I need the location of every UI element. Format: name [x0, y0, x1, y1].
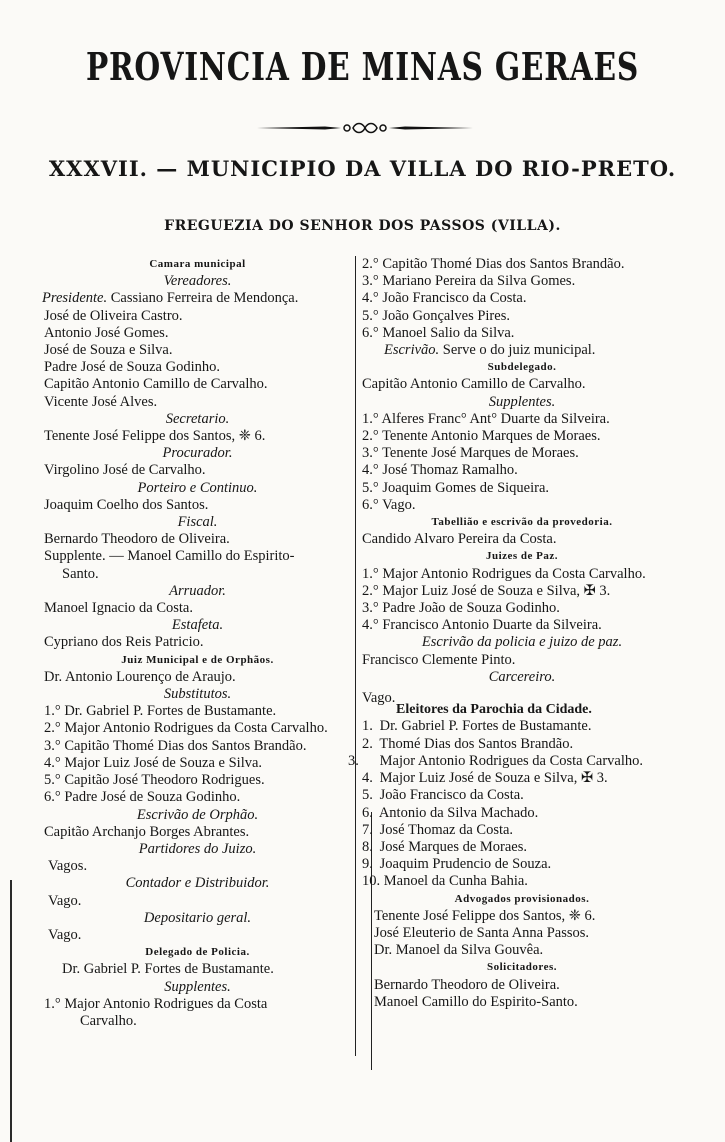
entry — [362, 908, 682, 925]
entry-name: José Thomaz da Costa. — [379, 821, 514, 838]
item-number: 4.° — [44, 754, 61, 771]
item-number: 3. — [348, 752, 359, 769]
role-heading: Secretario. — [165, 410, 230, 427]
entry: Padre José de Souza Godinho. — [44, 359, 220, 376]
role-heading: Arruador. — [169, 582, 226, 599]
item-number: 2.° — [44, 720, 61, 737]
list-item — [362, 583, 682, 600]
entry: Capitão Antonio Camillo de Carvalho. — [44, 376, 268, 393]
entry-name: Tenente José Felippe dos Santos, — [44, 428, 236, 445]
role-heading: Porteiro e Continuo. — [137, 479, 258, 496]
role-heading: Substitutos. — [163, 686, 232, 703]
entry-name: Dr. Gabriel P. Fortes de Bustamante. — [379, 718, 592, 735]
role-heading: Vereadores. — [163, 273, 232, 290]
entry-name: João Francisco da Costa. — [379, 787, 524, 804]
list-item — [44, 720, 351, 737]
list-item — [362, 617, 682, 634]
entry-name: Francisco Antonio Duarte da Silveira. — [382, 617, 602, 634]
section-heading: Juiz Municipal e de Orphãos. — [121, 653, 274, 666]
role-heading: Supplentes. — [488, 393, 556, 410]
entry-name: Padre João de Souza Godinho. — [382, 600, 560, 617]
list-item — [348, 752, 682, 770]
entry-continuation: Santo. — [62, 565, 99, 582]
entry: Capitão Antonio Camillo de Carvalho. — [362, 376, 586, 393]
item-number: 6.° — [362, 324, 379, 341]
page-edge-line — [10, 880, 12, 1142]
role-heading: Depositario geral. — [143, 909, 252, 926]
entry: Vagos. — [48, 858, 88, 875]
right-column — [348, 256, 682, 1011]
entry-name: Cassiano Ferreira de Mendonça. — [110, 290, 299, 307]
entry-name: Thomé Dias dos Santos Brandão. — [379, 735, 574, 752]
entry: Vago. — [362, 690, 396, 707]
list-item — [44, 755, 351, 772]
entry: José de Souza e Silva. — [44, 342, 173, 359]
entry: Francisco Clemente Pinto. — [362, 651, 516, 668]
entry-name: Major Luiz José de Souza e Silva. — [64, 754, 263, 771]
entry-name: Major Antonio Rodrigues da Costa Carvalho. — [64, 720, 328, 737]
section-heading: Juizes de Paz. — [485, 550, 559, 563]
role-label: Presidente. — [42, 290, 108, 307]
entry-name: Mariano Pereira da Silva Gomes. — [382, 273, 576, 290]
list-item — [362, 566, 682, 583]
item-number: 3.° — [362, 600, 379, 617]
item-number: 3.° — [44, 737, 61, 754]
list-item — [362, 805, 682, 822]
list-item — [362, 873, 682, 890]
parish-heading: FREGUEZIA DO SENHOR DOS PASSOS (VILLA). — [164, 218, 561, 234]
item-number: 5.° — [362, 479, 379, 496]
list-item — [362, 308, 682, 325]
entry — [42, 290, 351, 307]
section-heading: Eleitores da Parochia da Cidade. — [396, 702, 592, 718]
entry: Bernardo Theodoro de Oliveira. — [44, 531, 230, 548]
entry-name: Vago. — [382, 496, 416, 513]
section-heading: Subdelegado. — [487, 361, 557, 374]
item-number: 6. — [362, 804, 373, 821]
entry: Manoel Ignacio da Costa. — [44, 600, 193, 617]
entry-name: Antonio da Silva Machado. — [378, 804, 539, 821]
entry: Capitão Archanjo Borges Abrantes. — [44, 823, 250, 840]
entry: Dr. Manoel da Silva Gouvêa. — [374, 942, 544, 959]
list-item — [362, 480, 682, 497]
list-item — [362, 290, 682, 307]
entry: Candido Alvaro Pereira da Costa. — [362, 531, 557, 548]
entry: Cypriano dos Reis Patricio. — [44, 634, 204, 651]
entry-name: Tenente Antonio Marques de Moraes. — [382, 428, 601, 445]
list-item — [362, 839, 682, 856]
list-item — [362, 736, 682, 753]
item-number: 2.° — [362, 582, 379, 599]
entry — [362, 342, 682, 359]
item-number: 1.° — [362, 565, 379, 582]
entry: Supplente. — Manoel Camillo do Espirito- — [44, 548, 295, 565]
list-item — [362, 497, 682, 514]
entry: Manoel Camillo do Espirito-Santo. — [374, 993, 578, 1010]
order-mark-icon: ❈ 6. — [568, 907, 596, 924]
section-heading: Advogados provisionados. — [454, 892, 590, 905]
role-heading: Estafeta. — [171, 617, 224, 634]
item-number: 5. — [362, 787, 373, 804]
item-number: 2. — [362, 735, 373, 752]
list-item — [362, 856, 682, 873]
entry: Bernardo Theodoro de Oliveira. — [374, 976, 560, 993]
entry — [44, 428, 351, 445]
item-number: 1.° — [362, 410, 379, 427]
list-item — [362, 787, 682, 804]
entry-name: José Marques de Moraes. — [379, 838, 528, 855]
entry: Dr. Gabriel P. Fortes de Bustamante. — [62, 961, 274, 978]
list-item — [362, 462, 682, 479]
entry-name: Tenente José Felippe dos Santos, — [374, 907, 566, 924]
item-number: 3.° — [362, 273, 379, 290]
role-label: Escrivão. — [384, 342, 440, 359]
entry: Virgolino José de Carvalho. — [44, 462, 206, 479]
entry-name: Capitão Thomé Dias dos Santos Brandão. — [382, 256, 625, 272]
entry-name: Tenente José Marques de Moraes. — [382, 445, 579, 462]
list-item — [44, 789, 351, 806]
left-column — [44, 256, 351, 1030]
item-number: 4.° — [362, 462, 379, 479]
entry: Joaquim Coelho dos Santos. — [44, 496, 209, 513]
entry-name: Major Antonio Rodrigues da Costa — [64, 995, 268, 1012]
role-heading: Fiscal. — [177, 514, 218, 531]
role-heading: Contador e Distribuidor. — [125, 875, 270, 892]
list-item — [362, 256, 682, 273]
entry-name: Major Luiz José de Souza e Silva, — [382, 582, 581, 599]
item-number: 1. — [362, 718, 373, 735]
item-number: 2.° — [362, 428, 379, 445]
list-item — [44, 738, 351, 755]
entry: Vicente José Alves. — [44, 393, 158, 410]
page-title: PROVINCIA DE MINAS GERAES — [85, 44, 640, 89]
entry-name: Manoel Salio da Silva. — [382, 324, 515, 341]
entry-name: Major Luiz José de Souza e Silva, — [379, 770, 578, 787]
entry: Vago. — [48, 926, 82, 943]
item-number: 9. — [362, 856, 373, 873]
item-number: 4. — [362, 770, 373, 787]
item-number: 1.° — [44, 995, 61, 1012]
entry-name: José Thomaz Ramalho. — [382, 462, 518, 479]
section-heading: Tabellião e escrivão da provedoria. — [431, 516, 613, 529]
list-item — [362, 718, 682, 735]
list-item — [362, 428, 682, 445]
entry-name: Major Antonio Rodrigues da Costa Carvalho. — [382, 565, 646, 582]
item-number: 7. — [362, 821, 373, 838]
entry-name: Padre José de Souza Godinho. — [64, 789, 241, 806]
entry-name: Joaquim Gomes de Siqueira. — [382, 479, 550, 496]
role-heading: Supplentes. — [164, 978, 231, 995]
entry-continuation: Carvalho. — [80, 1012, 137, 1029]
cross-icon: ✠ 3. — [580, 770, 608, 787]
item-number: 5.° — [44, 772, 61, 789]
entry: Vago. — [48, 892, 82, 909]
entry-name: Serve o do juiz municipal. — [442, 342, 596, 359]
item-number: 6.° — [362, 496, 379, 513]
entry-name: Major Antonio Rodrigues da Costa Carvalho. — [379, 752, 644, 769]
list-item — [362, 770, 682, 787]
section-heading: Delegado de Policia. — [145, 946, 250, 959]
entry-name: João Francisco da Costa. — [382, 290, 527, 307]
entry-name: Dr. Gabriel P. Fortes de Bustamante. — [64, 703, 277, 720]
order-mark-icon: ❈ 6. — [238, 428, 266, 445]
entry-name: Joaquim Prudencio de Souza. — [379, 856, 552, 873]
entry-name: João Gonçalves Pires. — [382, 307, 510, 324]
role-heading: Procurador. — [162, 445, 233, 462]
item-number: 10. — [362, 873, 381, 890]
list-item — [44, 703, 351, 720]
section-heading: Camara municipal — [149, 258, 246, 270]
municipality-heading: XXXVII. — MUNICIPIO DA VILLA DO RIO-PRETO. — [48, 156, 677, 181]
entry: Antonio José Gomes. — [44, 324, 169, 341]
list-item — [362, 600, 682, 617]
entry-name: Capitão Thomé Dias dos Santos Brandão. — [64, 737, 307, 754]
item-number: 5.° — [362, 307, 379, 324]
item-number: 1.° — [44, 703, 61, 720]
list-item — [362, 273, 682, 290]
entry-name: Capitão José Theodoro Rodrigues. — [64, 772, 265, 789]
column-divider — [355, 256, 356, 1056]
list-item — [362, 325, 682, 342]
item-number: 4.° — [362, 290, 379, 307]
list-item — [44, 996, 351, 1013]
item-number: 2.° — [362, 256, 379, 272]
role-heading: Partidores do Juizo. — [138, 840, 257, 857]
list-item — [44, 772, 351, 789]
ornament-divider — [255, 121, 475, 135]
list-item — [362, 411, 682, 428]
item-number: 8. — [362, 838, 373, 855]
cross-icon: ✠ 3. — [583, 582, 611, 599]
list-item — [362, 445, 682, 462]
section-heading: Solicitadores. — [486, 961, 558, 974]
entry-name: Manoel da Cunha Bahia. — [383, 873, 528, 890]
role-heading: Escrivão de Orphão. — [136, 806, 259, 823]
item-number: 6.° — [44, 789, 61, 806]
entry: José de Oliveira Castro. — [44, 307, 183, 324]
entry: José Eleuterio de Santa Anna Passos. — [374, 924, 590, 941]
item-number: 3.° — [362, 445, 379, 462]
item-number: 4.° — [362, 617, 379, 634]
list-item — [362, 822, 682, 839]
entry-name: Alferes Franc° Ant° Duarte da Silveira. — [381, 410, 610, 427]
role-heading: Carcereiro. — [488, 668, 556, 685]
entry: Dr. Antonio Lourenço de Araujo. — [44, 668, 236, 685]
role-heading: Escrivão da policia e juizo de paz. — [421, 634, 623, 651]
